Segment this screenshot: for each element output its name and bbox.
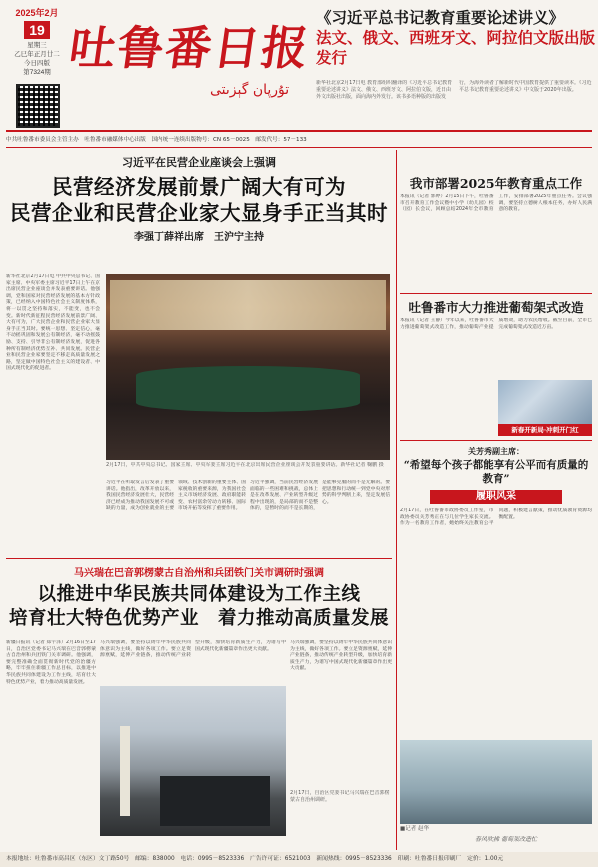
visitor-group bbox=[160, 776, 270, 826]
vineyard-photo[interactable] bbox=[498, 380, 592, 424]
lead-subhead: 李强丁薛祥出席 王沪宁主持 bbox=[134, 232, 264, 243]
section-divider bbox=[6, 558, 392, 559]
second-body-top: 马兴瑞强调，要坚持以铸牢中华民族共同体意识为主线，做好各项工作。要立足资源禀赋，延伸产业链条，推动传统产业转型升级，加快培育新质生产力，为谱写中国式现代化新疆篇章作出更大贡献。 bbox=[100, 640, 286, 659]
second-photo[interactable] bbox=[100, 686, 286, 836]
mural-backdrop bbox=[110, 280, 386, 330]
feature-photo[interactable] bbox=[400, 740, 592, 824]
section-name: 履职风采 bbox=[430, 490, 562, 504]
top-headline-line2[interactable]: 法文、俄文、西班牙文、阿拉伯文版出版发行 bbox=[316, 28, 596, 67]
right-divider-1 bbox=[400, 293, 592, 294]
quote-headline[interactable]: “希望每个孩子都能享有公平而有质量的教育” bbox=[403, 459, 589, 485]
lead-headline-1[interactable]: 民营经济发展前景广阔大有可为 bbox=[52, 175, 346, 199]
feature-credit: ■记者 赵华 bbox=[400, 826, 429, 832]
second-body-right: 马兴瑞强调，要坚持以铸牢中华民族共同体意识为主线，做好各项工作。要立足资源禀赋，延伸产业链条，推动传统产业转型升级，加快培育新质生产力，为谱写中国式现代化新疆篇章作出更大贡献。 bbox=[290, 640, 392, 672]
masthead-divider bbox=[6, 130, 592, 132]
right-headline-1[interactable]: 我市部署2025年教育重点工作 bbox=[409, 176, 583, 191]
lead-photo-caption: 2月17日，中共中央总书记、国家主席、中央军委主席习近平在北京出席民营企业座谈会并发表重要讲话。新华社记者 鞠鹏 摄 bbox=[106, 462, 384, 468]
lead-story-heading bbox=[6, 154, 392, 243]
date-panel bbox=[6, 6, 68, 77]
lead-photo[interactable] bbox=[106, 274, 390, 460]
second-story-heading bbox=[6, 564, 392, 631]
date-year-month: 2025年2月 bbox=[15, 8, 59, 18]
column-title: 关芳秀副主席： bbox=[468, 446, 524, 456]
lunar-date: 乙巳年正月廿二 bbox=[14, 51, 60, 58]
footer: 本报地址：吐鲁番市高昌区（东区）文丁路50号 邮编：838000 电话：0995－8523336 广告许可证：6521003 新闻热线：0995－8523336 印刷：吐鲁番日报印刷厂 定价：1.00元 bbox=[0, 852, 598, 867]
masthead-title: 吐鲁番日报 bbox=[65, 21, 314, 75]
right-body-2: 本报讯（记者 王静）今年以来，吐鲁番市大力推进葡萄架式改造工作，推动葡萄产业提质增效，助力农民增收。截至目前，全市已完成葡萄架式改造近万亩。 bbox=[400, 318, 592, 330]
publication-info: 中共吐鲁番市委员会主管主办 吐鲁番市融媒体中心出版 国内统一连续出版物号：CN 65－0025 邮发代号：57－133 bbox=[6, 137, 307, 143]
second-photo-caption: 2月17日，自治区党委书记马兴瑞在巴音郭楞蒙古自治州调研。 bbox=[290, 790, 390, 803]
qr-code-icon bbox=[16, 84, 60, 128]
right-body-1: 本报讯（记者 郭婷）2月15日下午，吐鲁番市召开教育工作会议暨中小学（幼儿园）校（园）长会议，回顾总结2024年全市教育工作，安排部署2025年重点任务。会议强调，要坚持立德树人根本任务，办好人民满意的教育。 bbox=[400, 194, 592, 213]
lead-headline-2[interactable]: 民营企业和民营企业家大显身手正当其时 bbox=[10, 201, 388, 225]
masthead-uyghur: تۇرپان گېزىتى bbox=[210, 82, 290, 98]
meeting-table bbox=[136, 366, 360, 412]
issue-number: 第7324期 bbox=[23, 69, 51, 76]
lead-kicker: 习近平在民营企业座谈会上强调 bbox=[122, 156, 276, 169]
second-headline-1[interactable]: 以推进中华民族共同体建设为工作主线 bbox=[37, 584, 361, 605]
campaign-banner: 新春开新局·冲刺开门红 bbox=[498, 424, 592, 436]
column-divider bbox=[396, 150, 397, 850]
second-body-left: 新疆日报讯（记者 郑宇泽）2月16日至17日，自治区党委书记马兴瑞在巴音郭楞蒙古自治州和兵团铁门关市调研。他强调，要完整准确全面贯彻新时代党的治疆方略，牢牢扭住新疆工作总目标，以推进中华民族共同体建设为工作主线，培育壮大特色优势产业，着力推动高质量发展。 bbox=[6, 640, 96, 685]
edition-count: 今日四版 bbox=[24, 60, 50, 67]
second-headline-2[interactable]: 培育壮大特色优势产业 着力推动高质量发展 bbox=[8, 608, 389, 629]
lead-body-left: 新华社北京2月17日电 中共中央总书记、国家主席、中央军委主席习近平17日上午在京出席民营企业座谈会并发表重要讲话。他强调，党和国家对民营经济发展的基本方针政策，已经纳入中国特色社会主义制度体系，将一以贯之坚持和落实，不能变，也不会变。新时代新征程民营经济发展前景广阔、大有可为，广大民营企业和民营企业家大显身手正当其时。要统一思想、坚定信心，毫不动摇巩固和发展公有制经济，毫不动摇鼓励、支持、引导非公有制经济发展，促进各种所有制经济优势互补、共同发展。民营企业和民营企业家要坚定不移走高质量发展之路，坚定做中国特色社会主义的建设者、中国式现代化的促进者。 bbox=[6, 274, 100, 372]
top-story bbox=[316, 8, 596, 130]
weekday: 星期三 bbox=[27, 42, 47, 49]
feature-caption: 春风吹拂 葡萄架改造忙 bbox=[475, 836, 537, 843]
right-body-3: 2月17日，在吐鲁番市政协委员工作室，市政协委员关芳秀正在与几位学生家长交流。作为一名教育工作者，她始终关注教育公平问题，积极建言献策，推动优质教育资源均衡配置。 bbox=[400, 508, 592, 527]
factory-tower bbox=[120, 726, 130, 816]
masthead bbox=[65, 12, 314, 102]
lead-body-right: 习近平强调，当前民营经济发展面临的一些困难和挑战，总体上是在改革发展、产业转型升级过程中出现的，是局部的而不是整体的，是暂时的而不是长期的，是能够克服的而不是无解的。要把思想和行动统一到党中央对形势的科学判断上来，坚定发展信心。 bbox=[250, 480, 390, 512]
right-headline-2[interactable]: 吐鲁番市大力推进葡萄架式改造 bbox=[408, 300, 584, 315]
lead-body-mid: 习近平在听取发言后发表了重要讲话。他指出，改革开放以来，我国民营经济发展壮大，民营经济已经成为推动我国发展不可或缺的力量，成为创业就业的主要领域、技术创新的重要主体、国家税收的重要来源，为我国社会主义市场经济发展、政府职能转变、农村富余劳动力转移、国际市场开拓等发挥了重要作用。 bbox=[106, 480, 246, 512]
info-divider bbox=[6, 147, 592, 148]
top-story-body: 新华社北京2月17日电 教育部组织翻译的《习近平总书记教育重要论述讲义》法文、俄文、西班牙文、阿拉伯文版，近日由外文出版社出版，面向海内外发行。该书多语种版的出版发行，为海外读者了解新时代中国教育提供了重要读本。《习近平总书记教育重要论述讲义》中文版于2020年出版。 bbox=[316, 80, 592, 100]
right-divider-2 bbox=[400, 440, 592, 441]
top-headline-line1[interactable]: 《习近平总书记教育重要论述讲义》 bbox=[316, 8, 565, 27]
second-kicker: 马兴瑞在巴音郭楞蒙古自治州和兵团铁门关市调研时强调 bbox=[74, 568, 324, 579]
date-day: 19 bbox=[24, 21, 50, 39]
